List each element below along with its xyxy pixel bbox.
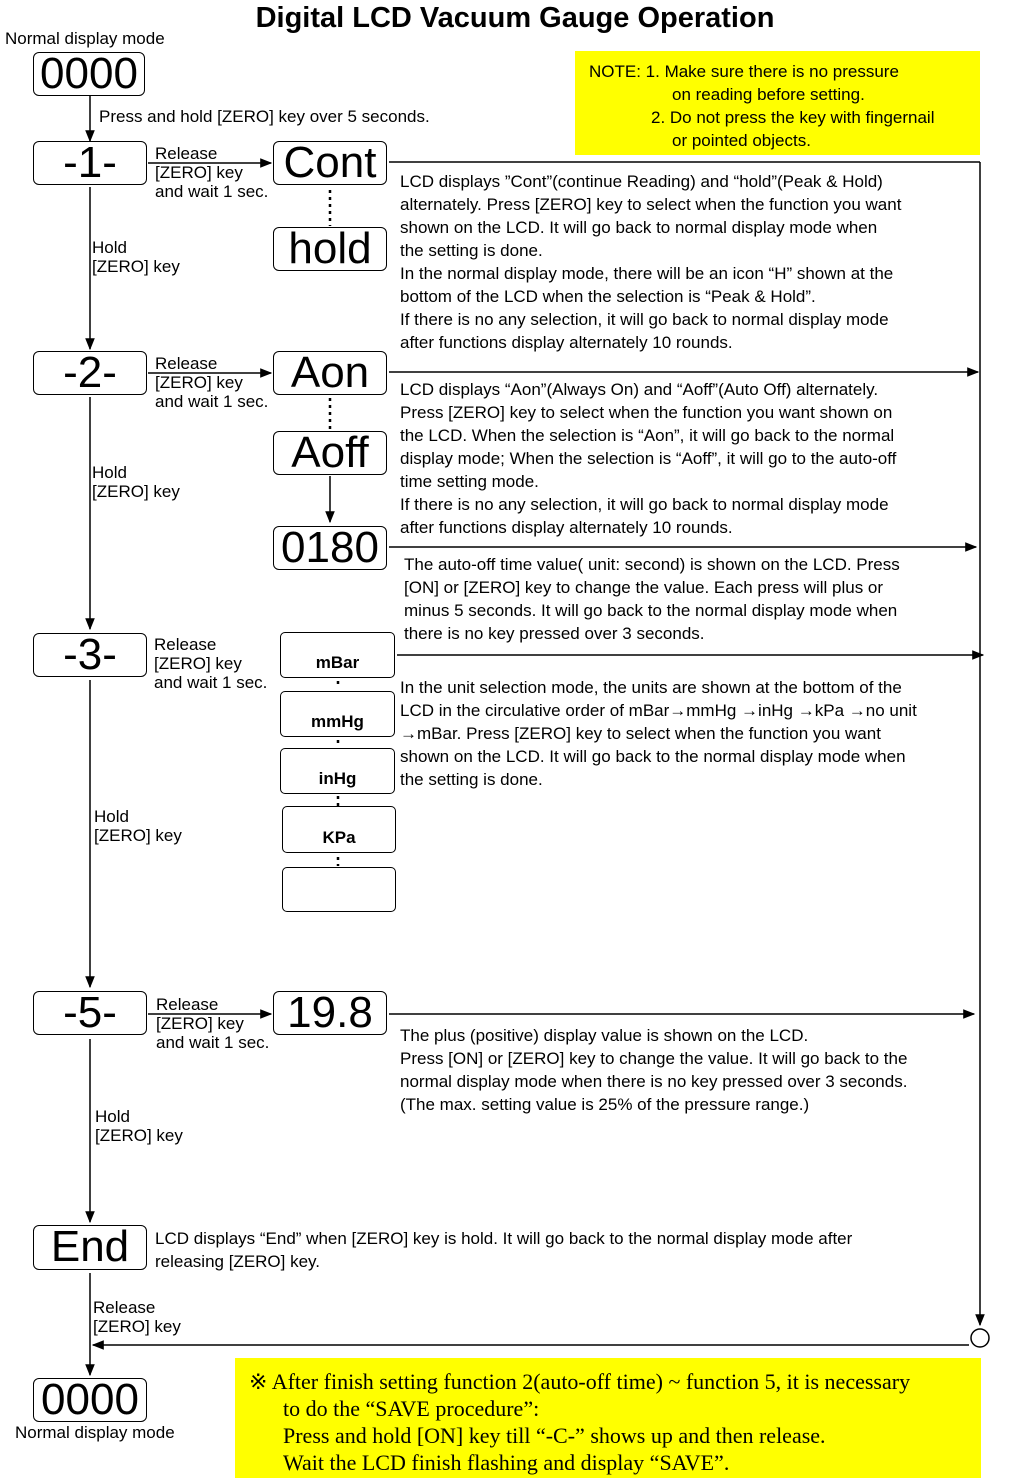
lcd-step-3: -3- [33, 633, 147, 677]
lcd-option-aoff: Aoff [273, 431, 387, 475]
lcd-end: End [33, 1225, 147, 1270]
step5-description [400, 1024, 907, 1116]
step3-description [400, 676, 917, 791]
hold-key-label-3 [94, 807, 182, 845]
wait-text: and wait 1 sec. [155, 182, 269, 201]
unit-label: KPa [322, 828, 356, 847]
release-text: Release [93, 1298, 156, 1317]
release-key-label [93, 1298, 181, 1336]
lcd-unit-none [282, 867, 396, 912]
auto-off-desc-line: [ON] or [ZERO] key to change the value. Each press will plus or [404, 578, 884, 597]
step1-desc-line: the setting is done. [400, 241, 543, 260]
zero-key-text: [ZERO] key [156, 1014, 244, 1033]
note-box [575, 51, 980, 155]
wait-text: and wait 1 sec. [156, 1033, 270, 1052]
step5-desc-line: Press [ON] or [ZERO] key to change the value. It will go back to the [400, 1049, 908, 1068]
save-line-3: Press and hold [ON] key till “-C-” shows up and then release. [283, 1423, 826, 1448]
step5-desc-line: (The max. setting value is 25% of the pressure range.) [400, 1095, 810, 1114]
note-line-1: NOTE: 1. Make sure there is no pressure [589, 62, 899, 81]
step3-desc-line: →mBar. Press [ZERO] key to select when the function you want [400, 724, 881, 743]
hold-key-label-5 [95, 1107, 183, 1145]
lcd-step-1: -1- [33, 141, 147, 185]
normal-mode-label-top: Normal display mode [5, 29, 165, 48]
step3-desc-line: the setting is done. [400, 770, 543, 789]
unit-label: mBar [315, 653, 360, 672]
step2-desc-line: time setting mode. [400, 472, 539, 491]
lcd-unit-inhg [280, 748, 395, 794]
step1-desc-line: shown on the LCD. It will go back to normal display mode when [400, 218, 878, 237]
zero-key-text: [ZERO] key [94, 826, 182, 845]
step1-desc-line: alternately. Press [ZERO] key to select when the function you want [400, 195, 902, 214]
release-wait-label-5 [156, 995, 269, 1052]
lcd-unit-mbar [280, 632, 395, 678]
lcd-step-2: -2- [33, 351, 147, 395]
lcd-unit-kpa [282, 806, 396, 853]
unit-label: inHg [318, 769, 357, 788]
wait-text: and wait 1 sec. [154, 673, 268, 692]
note-line-2: on reading before setting. [672, 85, 865, 104]
save-procedure-box [235, 1358, 981, 1478]
step1-desc-line: LCD displays ”Cont”(continue Reading) and “hold”(Peak & Hold) [400, 172, 883, 191]
save-line-2: to do the “SAVE procedure”: [283, 1396, 540, 1421]
note-line-4: or pointed objects. [672, 131, 811, 150]
lcd-option-aon: Aon [273, 351, 387, 395]
step1-desc-line: In the normal display mode, there will be an icon “H” shown at the [400, 264, 894, 283]
step1-desc-line: bottom of the LCD when the selection is “Peak & Hold”. [400, 287, 816, 306]
step2-desc-line: after functions display alternately 10 rounds. [400, 518, 733, 537]
end-desc-line: LCD displays “End” when [ZERO] key is hold. It will go back to the normal display mode after [155, 1229, 853, 1248]
step2-description [400, 378, 896, 539]
lcd-normal-start: 0000 [33, 52, 145, 96]
hold-key-label-1 [92, 238, 180, 276]
step3-desc-line: shown on the LCD. It will go back to the normal display mode when [400, 747, 906, 766]
zero-key-text: [ZERO] key [155, 373, 243, 392]
page-title: Digital LCD Vacuum Gauge Operation [255, 2, 775, 34]
normal-mode-label-bottom: Normal display mode [15, 1423, 175, 1442]
auto-off-desc-line: there is no key pressed over 3 seconds. [404, 624, 705, 643]
save-line-1: ※ After finish setting function 2(auto-off time) ~ function 5, it is necessary [249, 1369, 911, 1394]
zero-key-text: [ZERO] key [92, 257, 180, 276]
auto-off-desc-line: minus 5 seconds. It will go back to the normal display mode when [404, 601, 898, 620]
step2-desc-line: display mode; When the selection is “Aoff”, it will go to the auto-off [400, 449, 897, 468]
zero-key-text: [ZERO] key [92, 482, 180, 501]
press-hold-instruction: Press and hold [ZERO] key over 5 seconds. [99, 107, 430, 126]
step1-desc-line: after functions display alternately 10 rounds. [400, 333, 733, 352]
wait-text: and wait 1 sec. [155, 392, 269, 411]
lcd-option-cont: Cont [273, 141, 387, 185]
lcd-positive-value: 19.8 [273, 991, 387, 1035]
release-text: Release [156, 995, 219, 1014]
hold-text: Hold [94, 807, 129, 826]
zero-key-text: [ZERO] key [93, 1317, 181, 1336]
step3-desc-line: In the unit selection mode, the units are shown at the bottom of the [400, 678, 902, 697]
hold-key-label-2 [92, 463, 180, 501]
end-description [155, 1227, 852, 1273]
step2-desc-line: LCD displays “Aon”(Always On) and “Aoff”(Auto Off) alternately. [400, 380, 879, 399]
hold-text: Hold [92, 238, 127, 257]
save-line-4: Wait the LCD finish flashing and display “SAVE”. [283, 1450, 730, 1475]
auto-off-time-description [404, 553, 900, 645]
note-line-3: 2. Do not press the key with fingernail [651, 108, 935, 127]
unit-label: mmHg [311, 712, 364, 731]
end-desc-line: releasing [ZERO] key. [155, 1252, 321, 1271]
zero-key-text: [ZERO] key [154, 654, 242, 673]
release-text: Release [155, 354, 218, 373]
release-text: Release [155, 144, 218, 163]
auto-off-desc-line: The auto-off time value( unit: second) is shown on the LCD. Press [404, 555, 900, 574]
step3-desc-line: LCD in the circulative order of mBar→mmHg →inHg →kPa →no unit [400, 701, 917, 720]
step5-desc-line: The plus (positive) display value is shown on the LCD. [400, 1026, 809, 1045]
hold-text: Hold [95, 1107, 130, 1126]
zero-key-text: [ZERO] key [155, 163, 243, 182]
lcd-option-hold: hold [273, 227, 387, 271]
hold-text: Hold [92, 463, 127, 482]
release-wait-label-3 [154, 635, 267, 692]
step1-desc-line: If there is no any selection, it will go back to normal display mode [400, 310, 889, 329]
lcd-auto-off-time: 0180 [273, 526, 387, 570]
step2-desc-line: If there is no any selection, it will go back to normal display mode [400, 495, 889, 514]
lcd-unit-mmhg [280, 691, 395, 737]
zero-key-text: [ZERO] key [95, 1126, 183, 1145]
lcd-step-5: -5- [33, 991, 147, 1035]
step5-desc-line: normal display mode when there is no key pressed over 3 seconds. [400, 1072, 908, 1091]
step2-desc-line: Press [ZERO] key to select when the function you want shown on [400, 403, 893, 422]
release-wait-label-2 [155, 354, 268, 411]
release-text: Release [154, 635, 217, 654]
lcd-normal-end: 0000 [33, 1378, 147, 1422]
step2-desc-line: the LCD. When the selection is “Aon”, it will go back to the normal [400, 426, 895, 445]
step1-description [400, 170, 901, 354]
release-wait-label-1 [155, 144, 268, 201]
